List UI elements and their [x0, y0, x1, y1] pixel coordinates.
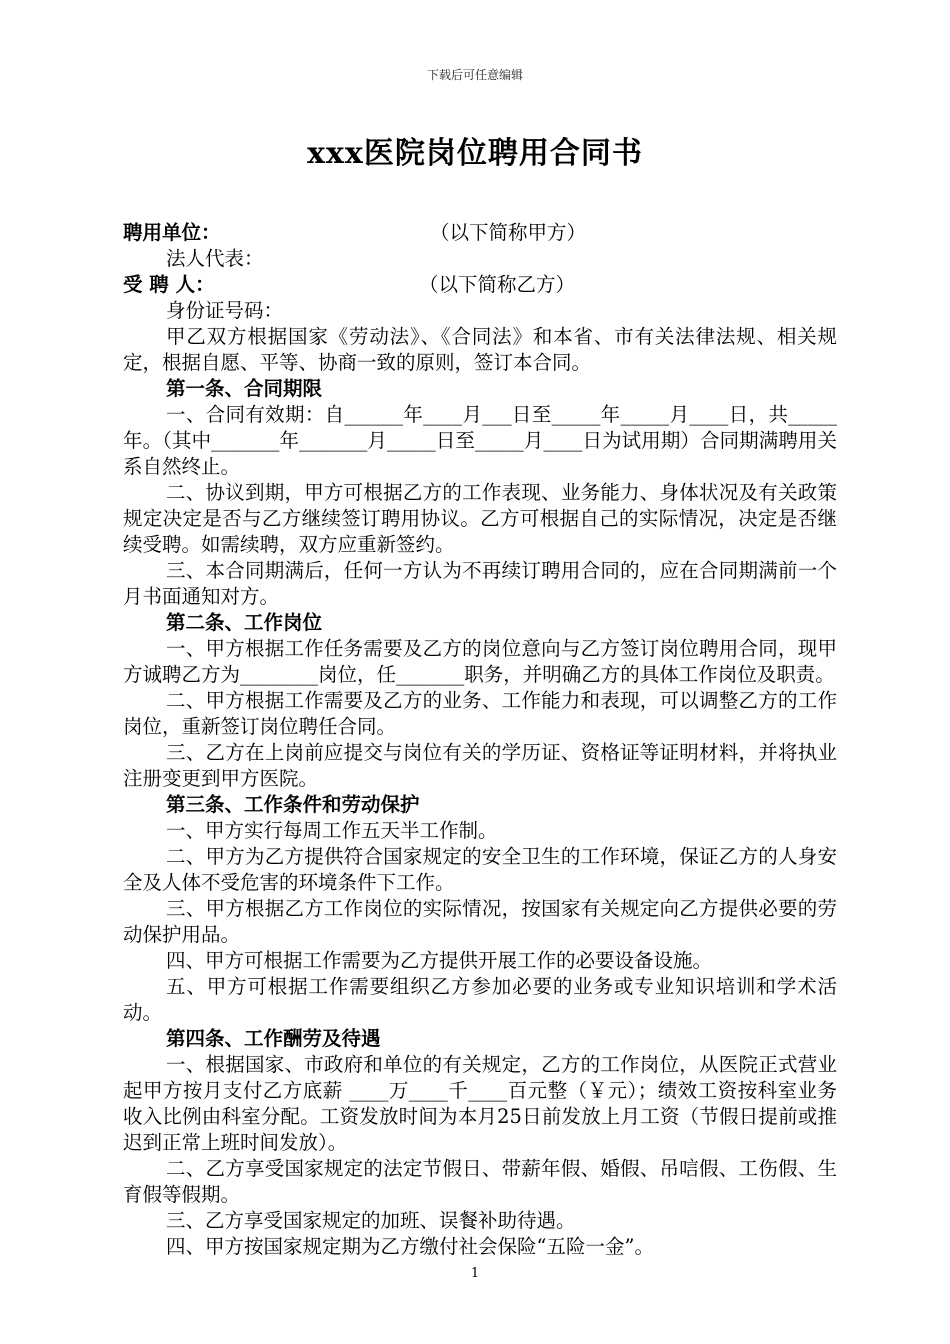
section-paragraph: 三、乙方享受国家规定的加班、误餐补助待遇。: [166, 1209, 576, 1232]
section-paragraph: 三、乙方在上岗前应提交与岗位有关的学历证、资格证等证明材料，并将执业注册变更到甲方医院。: [123, 741, 837, 790]
section-paragraph: 四、甲方按国家规定期为乙方缴付社会保险“五险一金”。: [166, 1235, 654, 1258]
section-paragraph: 一、根据国家、市政府和单位的有关规定，乙方的工作岗位，从医院正式营业起甲方按月支付乙方底薪 ____万____千____百元整（￥元）；绩效工资按科室业务收入比例由科室分配。工资发放时间为本月25日前发放上月工资（节假日提前或推迟到正常上班时间发放）。: [123, 1053, 837, 1154]
employer-note: （以下简称甲方）: [430, 221, 587, 244]
employee-row: [123, 272, 837, 298]
section-heading: 第四条、工作酬劳及待遇: [166, 1027, 381, 1050]
section-paragraph: 四、甲方可根据工作需要为乙方提供开展工作的必要设备设施。: [166, 949, 713, 972]
section-paragraph: 一、甲方根据工作任务需要及乙方的岗位意向与乙方签订岗位聘用合同，现甲方诚聘乙方为________岗位，任_______职务，并明确乙方的具体工作岗位及职责。: [123, 637, 837, 686]
employer-row: [123, 220, 837, 246]
section-paragraph: 三、甲方根据乙方工作岗位的实际情况，按国家有关规定向乙方提供必要的劳动保护用品。: [123, 897, 837, 946]
header-note: 下载后可任意编辑: [426, 68, 523, 82]
page-number: 1: [470, 1266, 480, 1281]
legal-rep-label: 法人代表：: [166, 247, 264, 270]
section-paragraph: 二、协议到期，甲方可根据乙方的工作表现、业务能力、身体状况及有关政策规定决定是否与乙方继续签订聘用协议。乙方可根据自己的实际情况，决定是否继续受聘。如需续聘，双方应重新签约。: [123, 481, 837, 556]
employee-note: （以下简称乙方）: [419, 273, 576, 296]
employer-label: 聘用单位：: [123, 221, 221, 244]
section-paragraph: 五、甲方可根据工作需要组织乙方参加必要的业务或专业知识培训和学术活动。: [123, 975, 837, 1024]
intro-paragraph: 甲乙双方根据国家《劳动法》、《合同法》和本省、市有关法律法规、相关规定，根据自愿、平等、协商一致的原则，签订本合同。: [123, 325, 837, 374]
section-heading: 第三条、工作条件和劳动保护: [166, 793, 420, 816]
section-paragraph: 一、合同有效期：自______年____月___日至_____年_____月____日，共_____年。（其中_______年_______月_____日至_____月____日为试用期）合同期满聘用关系自然终止。: [123, 403, 837, 478]
section-paragraph: 一、甲方实行每周工作五天半工作制。: [166, 819, 498, 842]
section-paragraph: 二、甲方为乙方提供符合国家规定的安全卫生的工作环境，保证乙方的人身安全及人体不受危害的环境条件下工作。: [123, 845, 837, 894]
section-heading: 第一条、合同期限: [166, 377, 323, 400]
employee-label: 受 聘 人：: [123, 273, 215, 296]
id-number-label: 身份证号码：: [166, 299, 284, 322]
section-paragraph: 二、甲方根据工作需要及乙方的业务、工作能力和表现，可以调整乙方的工作岗位，重新签订岗位聘任合同。: [123, 689, 837, 738]
section-paragraph: 三、本合同期满后，任何一方认为不再续订聘用合同的，应在合同期满前一个月书面通知对方。: [123, 559, 837, 608]
section-paragraph: 二、乙方享受国家规定的法定节假日、带薪年假、婚假、吊唁假、工伤假、生育假等假期。: [123, 1157, 837, 1206]
section-heading: 第二条、工作岗位: [166, 611, 323, 634]
contract-body: [123, 220, 837, 1260]
document-title: xxx医院岗位聘用合同书: [307, 136, 643, 171]
